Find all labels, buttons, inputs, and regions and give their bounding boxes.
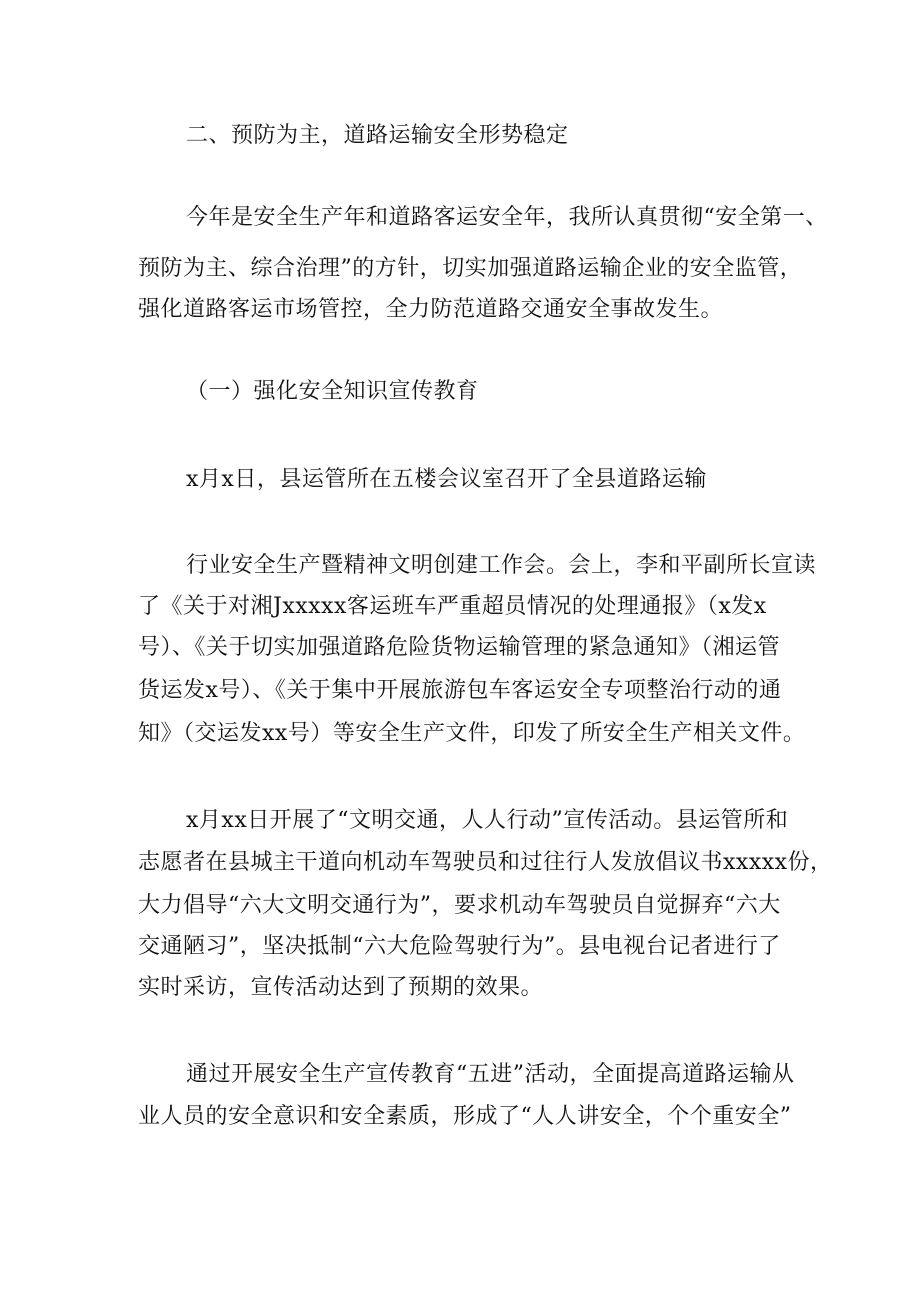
paragraph-line: 强化道路客运市场管控，全力防范道路交通安全事故发生。	[138, 297, 724, 322]
paragraph-line: 交通陋习”，坚决抵制“六大危险驾驶行为”。县电视台记者进行了	[138, 934, 781, 959]
paragraph-line: 志愿者在县城主干道向机动车驾驶员和过往行人发放倡议书xxxxx份，	[138, 850, 833, 875]
section-heading: 二、预防为主，道路运输安全形势稳定	[186, 123, 569, 148]
paragraph-line: 号）、《关于切实加强道路危险货物运输管理的紧急通知》（湘运管	[138, 635, 781, 660]
paragraph-line: 今年是安全生产年和道路客运安全年，我所认真贯彻“安全第一、	[186, 205, 828, 230]
paragraph-line: 通过开展安全生产宣传教育“五进”活动，全面提高道路运输从	[186, 1062, 795, 1087]
paragraph-line: 知》（交运发xx号）等安全生产文件，印发了所安全生产相关文件。	[138, 721, 806, 746]
paragraph-line: 货运发x号）、《关于集中开展旅游包车客运安全专项整治行动的通	[138, 678, 782, 703]
paragraph-line: 业人员的安全意识和安全素质，形成了“人人讲安全，个个重安全”	[138, 1104, 792, 1129]
paragraph-line: 实时采访，宣传活动达到了预期的效果。	[138, 975, 544, 1000]
paragraph-line: 行业安全生产暨精神文明创建工作会。会上，李和平副所长宣读	[186, 553, 817, 578]
paragraph-line: 大力倡导“六大文明交通行为”，要求机动车驾驶员自觉摒弃“六大	[138, 893, 781, 918]
paragraph-line: x月x日，县运管所在五楼会议室召开了全县道路运输	[186, 467, 707, 492]
subheading: （一）强化安全知识宣传教育	[186, 379, 479, 404]
paragraph-line: 预防为主、综合治理”的方针，切实加强道路运输企业的安全监管，	[138, 256, 803, 281]
paragraph-line: 了《关于对湘Jxxxxx客运班车严重超员情况的处理通报》（x发x	[138, 594, 767, 619]
paragraph-line: x月xx日开展了“文明交通，人人行动”宣传活动。县运管所和	[186, 808, 789, 833]
